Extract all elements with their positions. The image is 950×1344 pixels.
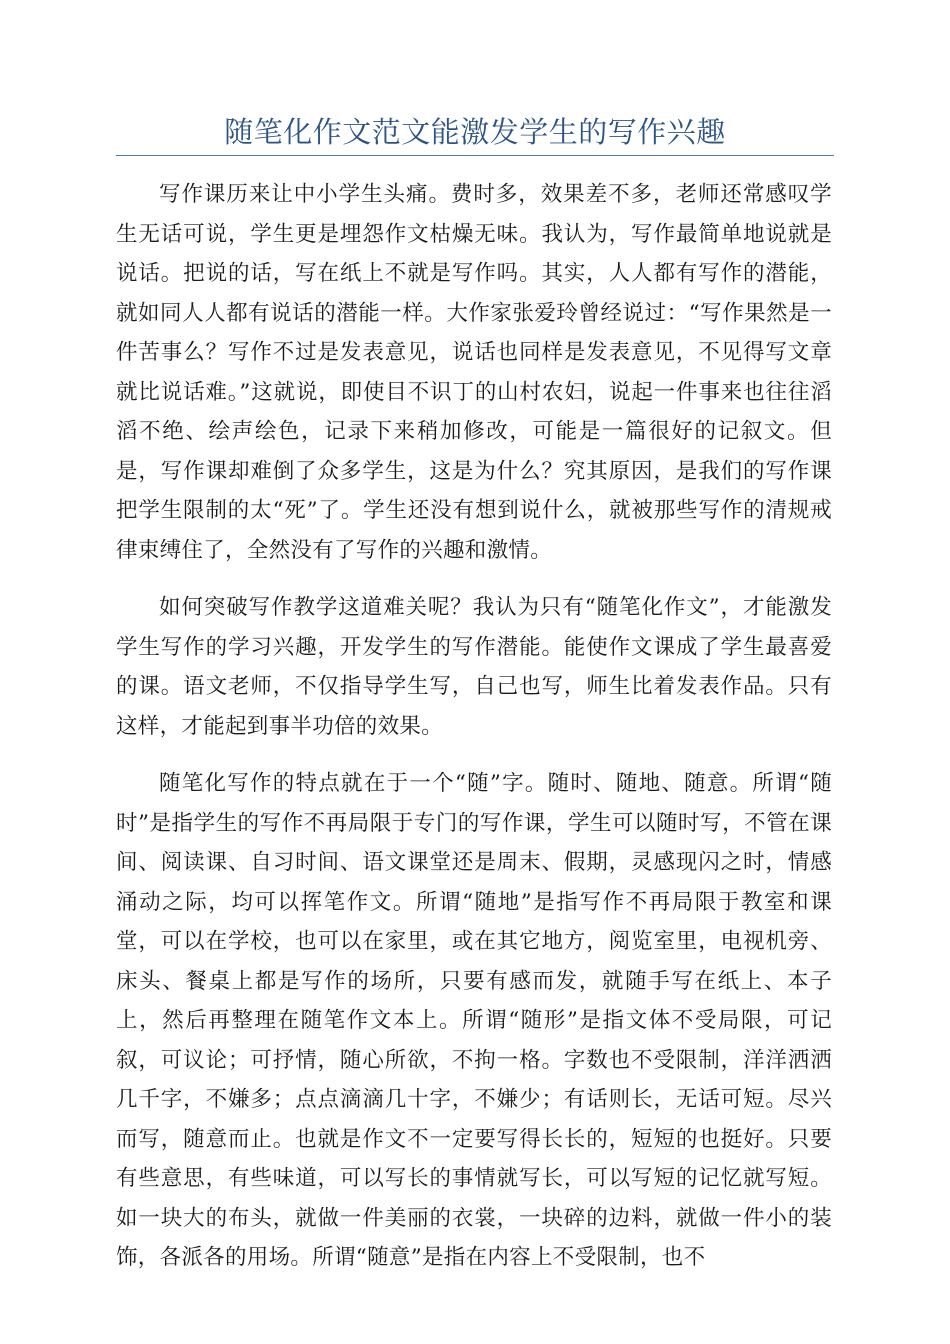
paragraph-2: 如何突破写作教学这道难关呢？我认为只有“随笔化作文”，才能激发学生写作的学习兴趣，开发学生的写作潜能。能使作文课成了学生最喜爱的课。语文老师，不仅指导学生写，自己也写，师生比着发表作品。只有这样，才能起到事半功倍的效果。 xyxy=(116,595,832,739)
paragraph-1: 写作课历来让中小学生头痛。费时多，效果差不多，老师还常感叹学生无话可说，学生更是埋怨作文枯燥无味。我认为，写作最简单地说就是说话。把说的话，写在纸上不就是写作吗。其实，人人都有写作的潜能，就如同人人都有说话的潜能一样。大作家张爱玲曾经说过：“写作果然是一件苦事么？写作不过是发表意见，说话也同样是发表意见，不见得写文章就比说话难。”这就说，即使目不识丁的山村农妇，说起一件事来也往往滔滔不绝、绘声绘色，记录下来稍加修改，可能是一篇很好的记叙文。但是，写作课却难倒了众多学生，这是为什么？究其原因，是我们的写作课把学生限制的太“死”了。学生还没有想到说什么，就被那些写作的清规戒律束缚住了，全然没有了写作的兴趣和激情。 xyxy=(116,182,832,563)
document-body xyxy=(116,175,832,1296)
paragraph-3: 随笔化写作的特点就在于一个“随”字。随时、随地、随意。所谓“随时”是指学生的写作不再局限于专门的写作课，学生可以随时写，不管在课间、阅读课、自习时间、语文课堂还是周末、假期，灵感现闪之时，情感涌动之际，均可以挥笔作文。所谓“随地”是指写作不再局限于教室和课堂，可以在学校，也可以在家里，或在其它地方，阅览室里，电视机旁、床头、餐桌上都是写作的场所，只要有感而发，就随手写在纸上、本子上，然后再整理在随笔作文本上。所谓“随形”是指文体不受局限，可记叙，可议论；可抒情，随心所欲，不拘一格。字数也不受限制，洋洋洒洒几千字，不嫌多；点点滴滴几十字，不嫌少；有话则长，无话可短。尽兴而写，随意而止。也就是作文不一定要写得长长的，短短的也挺好。只要有些意思，有些味道，可以写长的事情就写长，可以写短的记忆就写短。如一块大的布头，就做一件美丽的衣裳，一块碎的边料，就做一件小的装饰，各派各的用场。所谓“随意”是指在内容上不受限制，也不 xyxy=(116,771,832,1270)
title-underline xyxy=(116,155,834,156)
document-title: 随笔化作文范文能激发学生的写作兴趣 xyxy=(224,115,726,149)
